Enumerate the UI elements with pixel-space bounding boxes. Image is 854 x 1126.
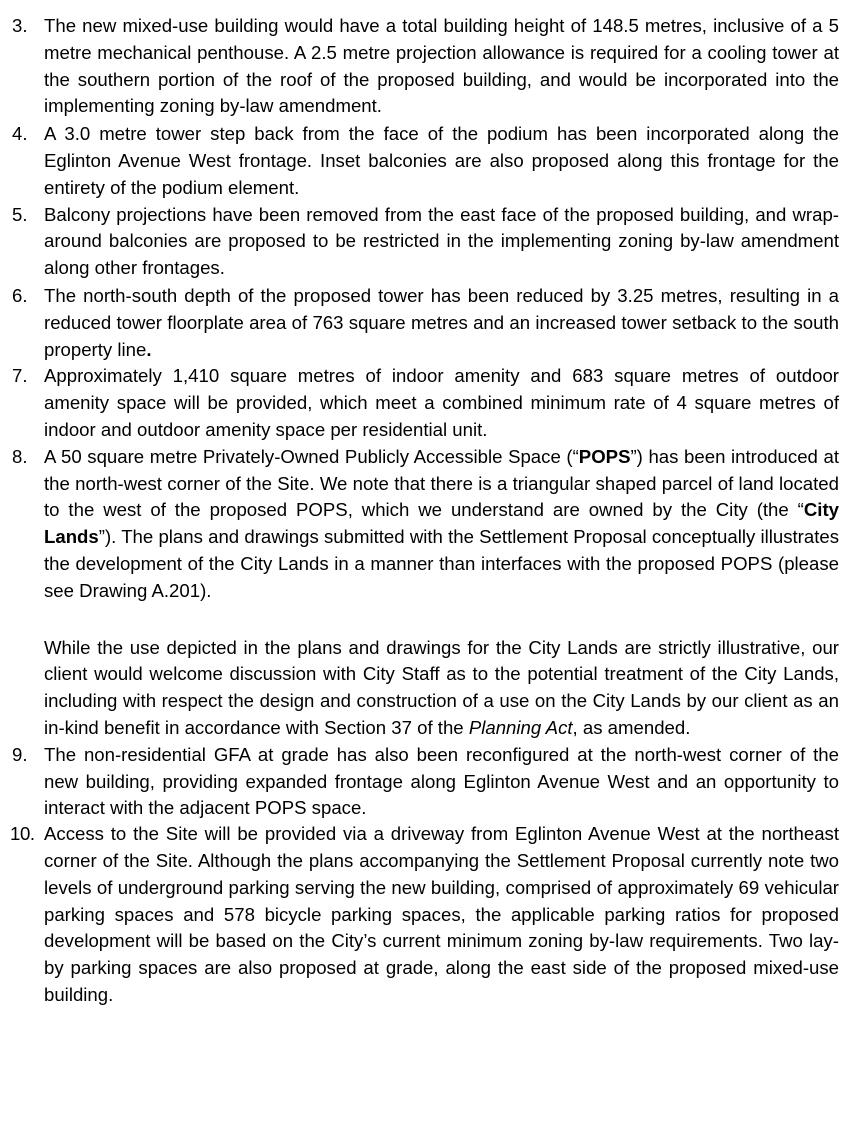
list-item-3	[0, 13, 854, 120]
list-item-8	[0, 444, 854, 738]
defined-term-pops: POPS	[578, 445, 631, 467]
item-number: 3.	[12, 15, 28, 36]
item-text: Balcony projections have been removed from the east face of the proposed building, and wrap-around balconies are proposed to be restricted in the implementing zoning by-law amendment along other frontages.	[44, 203, 839, 279]
item-number: 5.	[12, 203, 28, 225]
list-item-6	[0, 283, 854, 363]
item-continuation-paragraph	[44, 635, 839, 742]
item-number: 6.	[12, 284, 28, 306]
item-text: Approximately 1,410 square metres of indoor amenity and 683 square metres of outdoor amenity space will be provided, which meet a combined minimum rate of 4 square metres of indoor and outdoor amenity space per residential unit.	[44, 365, 839, 440]
list-item-5	[0, 202, 854, 282]
item-text-main: The north-south depth of the proposed tower has been reduced by 3.25 metres, resulting in a reduced tower floorplate area of 763 square metres and an increased tower setback to the south property line	[44, 284, 839, 360]
item-text-part-a: A 50 square metre Privately-Owned Publicly Accessible Space (“	[44, 445, 579, 467]
item-text	[44, 444, 839, 605]
item-text-part-b: ”) has been introduced at the north-west corner of the Site. We note that there is a triangular shaped parcel of land located to the west of the proposed POPS, which we understand are owned by the City (the “	[44, 445, 839, 521]
continuation-text-a: While the use depicted in the plans and drawings for the City Lands are strictly illustrative, our client would welcome discussion with City Staff as to the potential treatment of the City Lands, including with respect the design and construction of a use on the City Lands by our client as an in-kind benefit in accordance with Section 37 of the	[44, 636, 839, 738]
item-number: 7.	[12, 365, 28, 387]
item-text: The non-residential GFA at grade has also been reconfigured at the north-west corner of the new building, providing expanded frontage along Eglinton Avenue West and an opportunity to interact with the adjacent POPS space.	[44, 743, 839, 819]
list-item-7	[0, 363, 854, 443]
item-text-part-c: ”). The plans and drawings submitted with the Settlement Proposal conceptually illustrates the development of the City Lands in a manner than interfaces with the proposed POPS (please see Drawing A.201).	[44, 526, 839, 601]
item-number: 10.	[10, 823, 35, 845]
item-number: 4.	[12, 123, 28, 145]
item-number: 8.	[12, 445, 28, 467]
item-text: A 3.0 metre tower step back from the face of the podium has been incorporated along the Eglinton Avenue West frontage. Inset balconies are also proposed along this frontage for the entirety of the podium element.	[44, 123, 839, 198]
item-text: The new mixed-use building would have a total building height of 148.5 metres, inclusive of a 5 metre mechanical penthouse. A 2.5 metre projection allowance is required for a cooling tower at the southern portion of the roof of the proposed building, and would be incorporated into the implementing zoning by-law amendment.	[44, 15, 839, 117]
item-number: 9.	[12, 743, 28, 765]
defined-term-city-lands: City Lands	[44, 499, 839, 548]
continuation-text-b: , as amended.	[572, 716, 691, 738]
list-item-10	[0, 821, 854, 1009]
item-text: Access to the Site will be provided via a driveway from Eglinton Avenue West at the northeast corner of the Site. Although the plans accompanying the Settlement Proposal currently note two levels of underground parking serving the new building, comprised of approximately 69 vehicular parking spaces and 578 bicycle parking spaces, the applicable parking ratios for proposed development will be based on the City’s current minimum zoning by-law requirements. Two lay-by parking spaces are also proposed at grade, along the east side of the proposed mixed-use building.	[44, 823, 839, 1005]
list-item-9	[0, 742, 854, 822]
item-text-bold-period: .	[146, 338, 152, 360]
planning-act-title: Planning Act	[468, 716, 573, 738]
item-text	[44, 283, 839, 363]
list-item-4	[0, 121, 854, 201]
